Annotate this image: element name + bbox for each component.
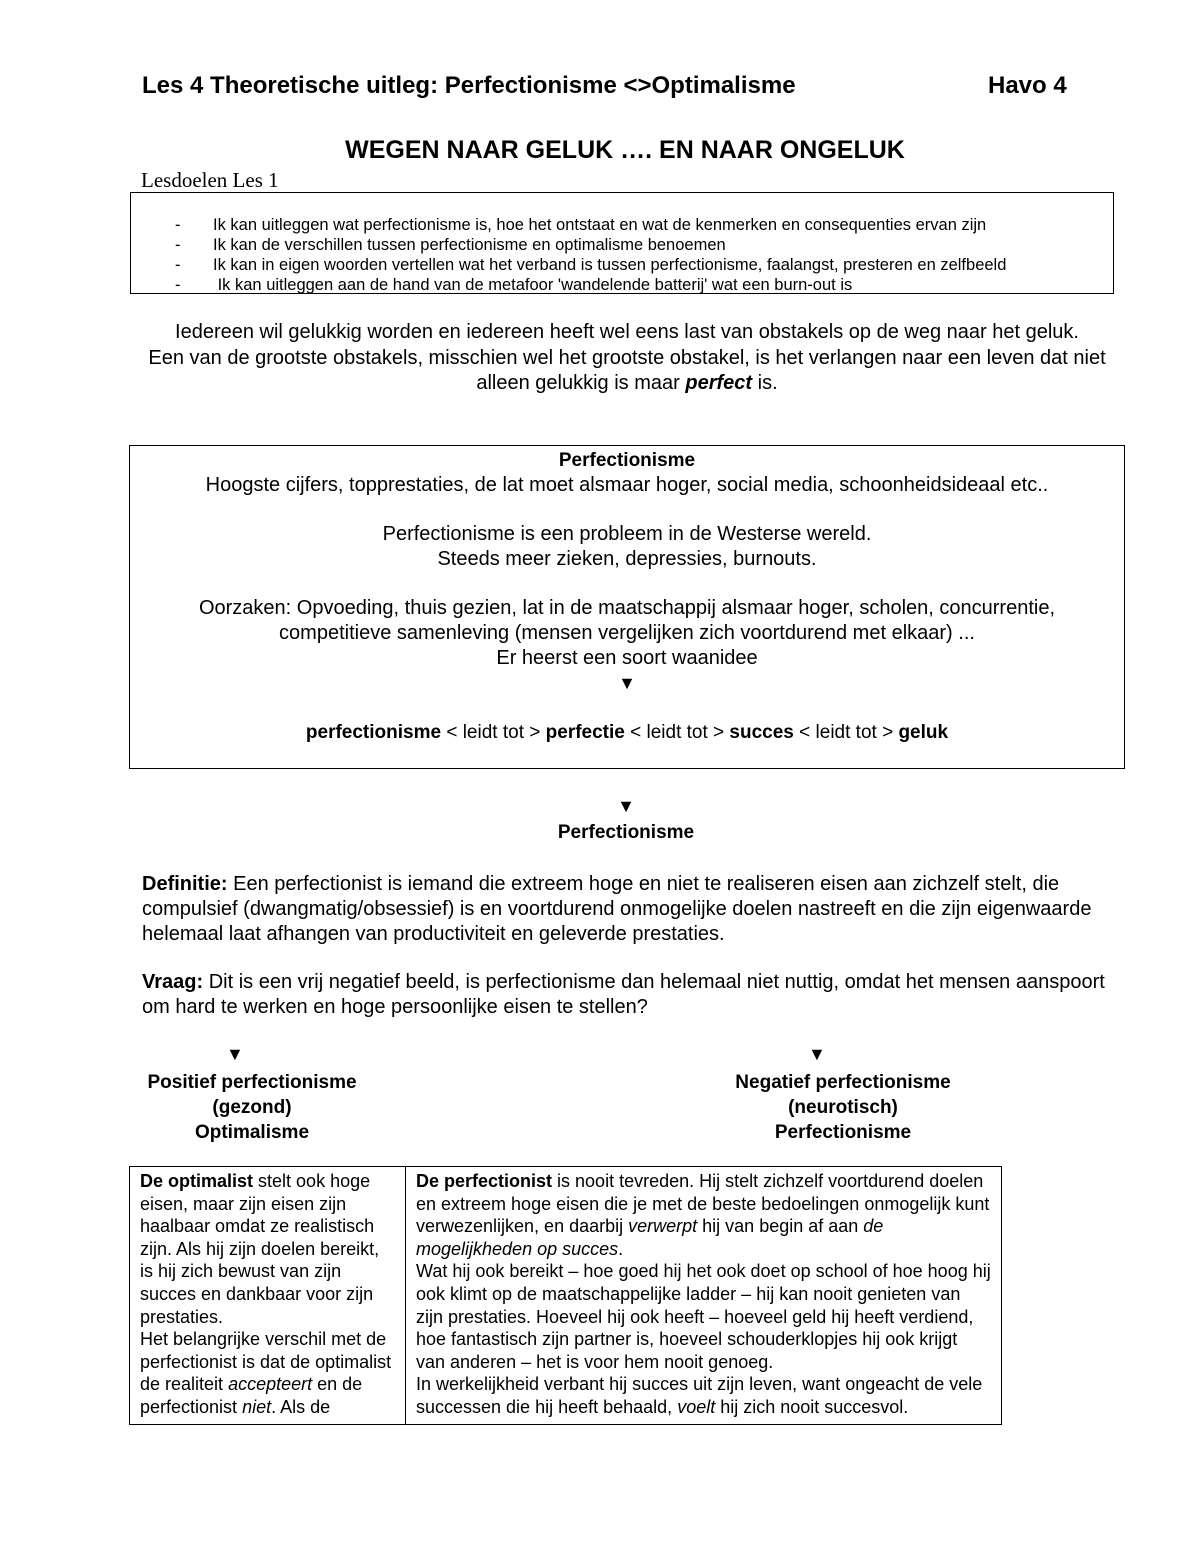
perfectionist-text-2: Wat hij ook bereikt – hoe goed hij het ook doet op school of hoe hoog hij ook klimt op de maatschappelijke ladder – hij kan nooit genieten van zijn prestaties. Hoeveel hij ook heeft – hoeveel geld hij heeft verdiend, hoe fantastisch zijn partner is, hoeveel schouderklopjes hij ook krijgt van anderen – het is voor hem nooit genoeg.	[416, 1261, 991, 1372]
perf-box-problem-1: Perfectionisme is een probleem in de Westerse wereld.	[382, 523, 872, 545]
perf-box-chain	[130, 720, 1124, 745]
perf-box-causes-1: Oorzaken: Opvoeding, thuis gezien, lat in de maatschappij alsmaar hoger, scholen, concurrentie,	[198, 597, 1056, 619]
perf-box-title: Perfectionisme	[558, 450, 696, 471]
cell-text: stelt ook hoge eisen, maar zijn eisen zijn haalbaar omdat ze realistisch zijn. Als hij zijn doelen bereikt, is hij zich bewust van zijn succes en dankbaar voor zijn prestaties.	[140, 1171, 380, 1327]
question-paragraph	[142, 970, 1112, 1020]
down-arrow-icon: ▼	[226, 1044, 244, 1064]
definition-paragraph	[142, 872, 1112, 947]
heading-line: Optimalisme	[194, 1122, 310, 1143]
chain-link: < leidt tot >	[624, 722, 730, 743]
cell-text: en de perfectionist	[140, 1374, 363, 1417]
cell-emphasis: accepteert	[228, 1374, 313, 1395]
cell-emphasis: de mogelijkheden op succes	[416, 1216, 884, 1259]
comparison-table	[129, 1166, 1002, 1425]
class-level: Havo 4	[988, 72, 1067, 99]
perf-box-problem-2: Steeds meer zieken, depressies, burnouts.	[437, 548, 817, 570]
cell-text: hij zich nooit succesvol.	[715, 1396, 909, 1417]
chain-term: succes	[729, 722, 794, 743]
goal-item: - Ik kan uitleggen aan de hand van de metafoor 'wandelende batterij' wat een burn-out is	[175, 275, 1006, 295]
optimalist-cell	[130, 1167, 406, 1425]
question-text: Dit is een vrij negatief beeld, is perfectionisme dan helemaal niet nuttig, omdat het mensen aanspoort om hard te werken en hoge persoonlijke eisen te stellen?	[142, 971, 1105, 1018]
cell-text: .	[618, 1238, 624, 1259]
heading-line: (gezond)	[212, 1097, 292, 1118]
chain-link: < leidt tot >	[441, 722, 546, 743]
optimalist-text	[140, 1170, 395, 1328]
negative-perfectionism-heading	[670, 1070, 1016, 1145]
down-arrow-icon: ▼	[617, 796, 635, 816]
section-heading: Perfectionisme	[557, 822, 695, 843]
goals-list	[175, 215, 1006, 295]
heading-line: Positief perfectionisme	[147, 1072, 357, 1093]
table-row	[130, 1167, 1002, 1425]
goals-box	[130, 192, 1114, 294]
chain-link: < leidt tot >	[793, 722, 899, 743]
heading-line: Negatief perfectionisme	[735, 1072, 951, 1093]
document-title: Les 4 Theoretische uitleg: Perfectionisme <>Optimalisme	[142, 72, 796, 99]
chain-term: geluk	[898, 722, 949, 743]
cell-text: hij van begin af aan	[697, 1216, 864, 1237]
perfectionist-cell	[406, 1167, 1002, 1425]
perfectionist-text	[416, 1170, 991, 1260]
intro-line-1: Iedereen wil gelukkig worden en iedereen heeft wel eens last van obstakels op de weg naar het geluk.	[175, 321, 1079, 343]
cell-lead: De optimalist	[140, 1171, 254, 1191]
positive-perfectionism-heading	[122, 1070, 382, 1145]
perfectionist-text-3	[416, 1373, 991, 1418]
definition-label: Definitie:	[142, 873, 228, 895]
cell-text: Het belangrijke verschil met de perfectionist is dat de optimalist de realiteit	[140, 1329, 392, 1395]
down-arrow-icon: ▼	[808, 1044, 826, 1064]
heading-line: (neurotisch)	[788, 1097, 898, 1118]
cell-lead: De perfectionist	[416, 1171, 553, 1191]
perfectionism-box	[129, 445, 1125, 769]
goal-item: - Ik kan in eigen woorden vertellen wat het verband is tussen perfectionisme, faalangst, presteren en zelfbeeld	[175, 255, 1006, 275]
question-label: Vraag:	[142, 971, 204, 993]
cell-text: . Als de	[271, 1396, 331, 1417]
cell-emphasis: niet	[242, 1396, 272, 1417]
cell-text: is nooit tevreden. Hij stelt zichzelf voortdurend doelen en extreem hoge eisen die je met de beste bedoelingen onmogelijk kunt verwezenlijken, en daarbij	[416, 1171, 990, 1237]
down-arrow-icon: ▼	[618, 673, 636, 693]
intro-paragraph	[138, 320, 1116, 397]
perf-box-causes-2: competitieve samenleving (mensen vergelijken zich voortdurend met elkaar) ...	[279, 622, 975, 644]
goal-item: - Ik kan de verschillen tussen perfectionisme en optimalisme benoemen	[175, 235, 1006, 255]
heading-line: Perfectionisme	[774, 1122, 912, 1143]
intro-text-end: is.	[752, 372, 778, 394]
goals-label: Lesdoelen Les 1	[141, 168, 279, 192]
intro-text: Een van de grootste obstakels, misschien wel het grootste obstakel, is het verlangen naar een leven dat niet alleen gelukkig is maar	[148, 346, 1106, 394]
cell-emphasis: voelt	[677, 1396, 716, 1417]
cell-text: In werkelijkheid verbant hij succes uit zijn leven, want ongeacht de vele successen die hij heeft behaald,	[416, 1374, 983, 1417]
optimalist-text-2	[140, 1328, 395, 1418]
definition-text: Een perfectionist is iemand die extreem hoge en niet te realiseren eisen aan zichzelf stelt, die compulsief (dwangmatig/obsessief) is en voortdurend onmogelijke doelen nastreeft en die zijn eigenwaarde helemaal laat afhangen van productiviteit en geleverde prestaties.	[142, 873, 1092, 945]
chain-term: perfectie	[545, 722, 625, 743]
perf-box-examples: Hoogste cijfers, topprestaties, de lat moet alsmaar hoger, social media, schoonheidsideaal etc..	[205, 474, 1049, 496]
goal-item: - Ik kan uitleggen wat perfectionisme is, hoe het ontstaat en wat de kenmerken en consequenties ervan zijn	[175, 215, 1006, 235]
perf-box-idea: Er heerst een soort waanidee	[496, 647, 758, 669]
chain-term: perfectionisme	[305, 722, 442, 743]
intro-line-2	[138, 346, 1116, 397]
cell-emphasis: verwerpt	[628, 1216, 698, 1237]
main-heading: WEGEN NAAR GELUK …. EN NAAR ONGELUK	[345, 136, 905, 164]
intro-emphasis: perfect	[685, 372, 753, 394]
